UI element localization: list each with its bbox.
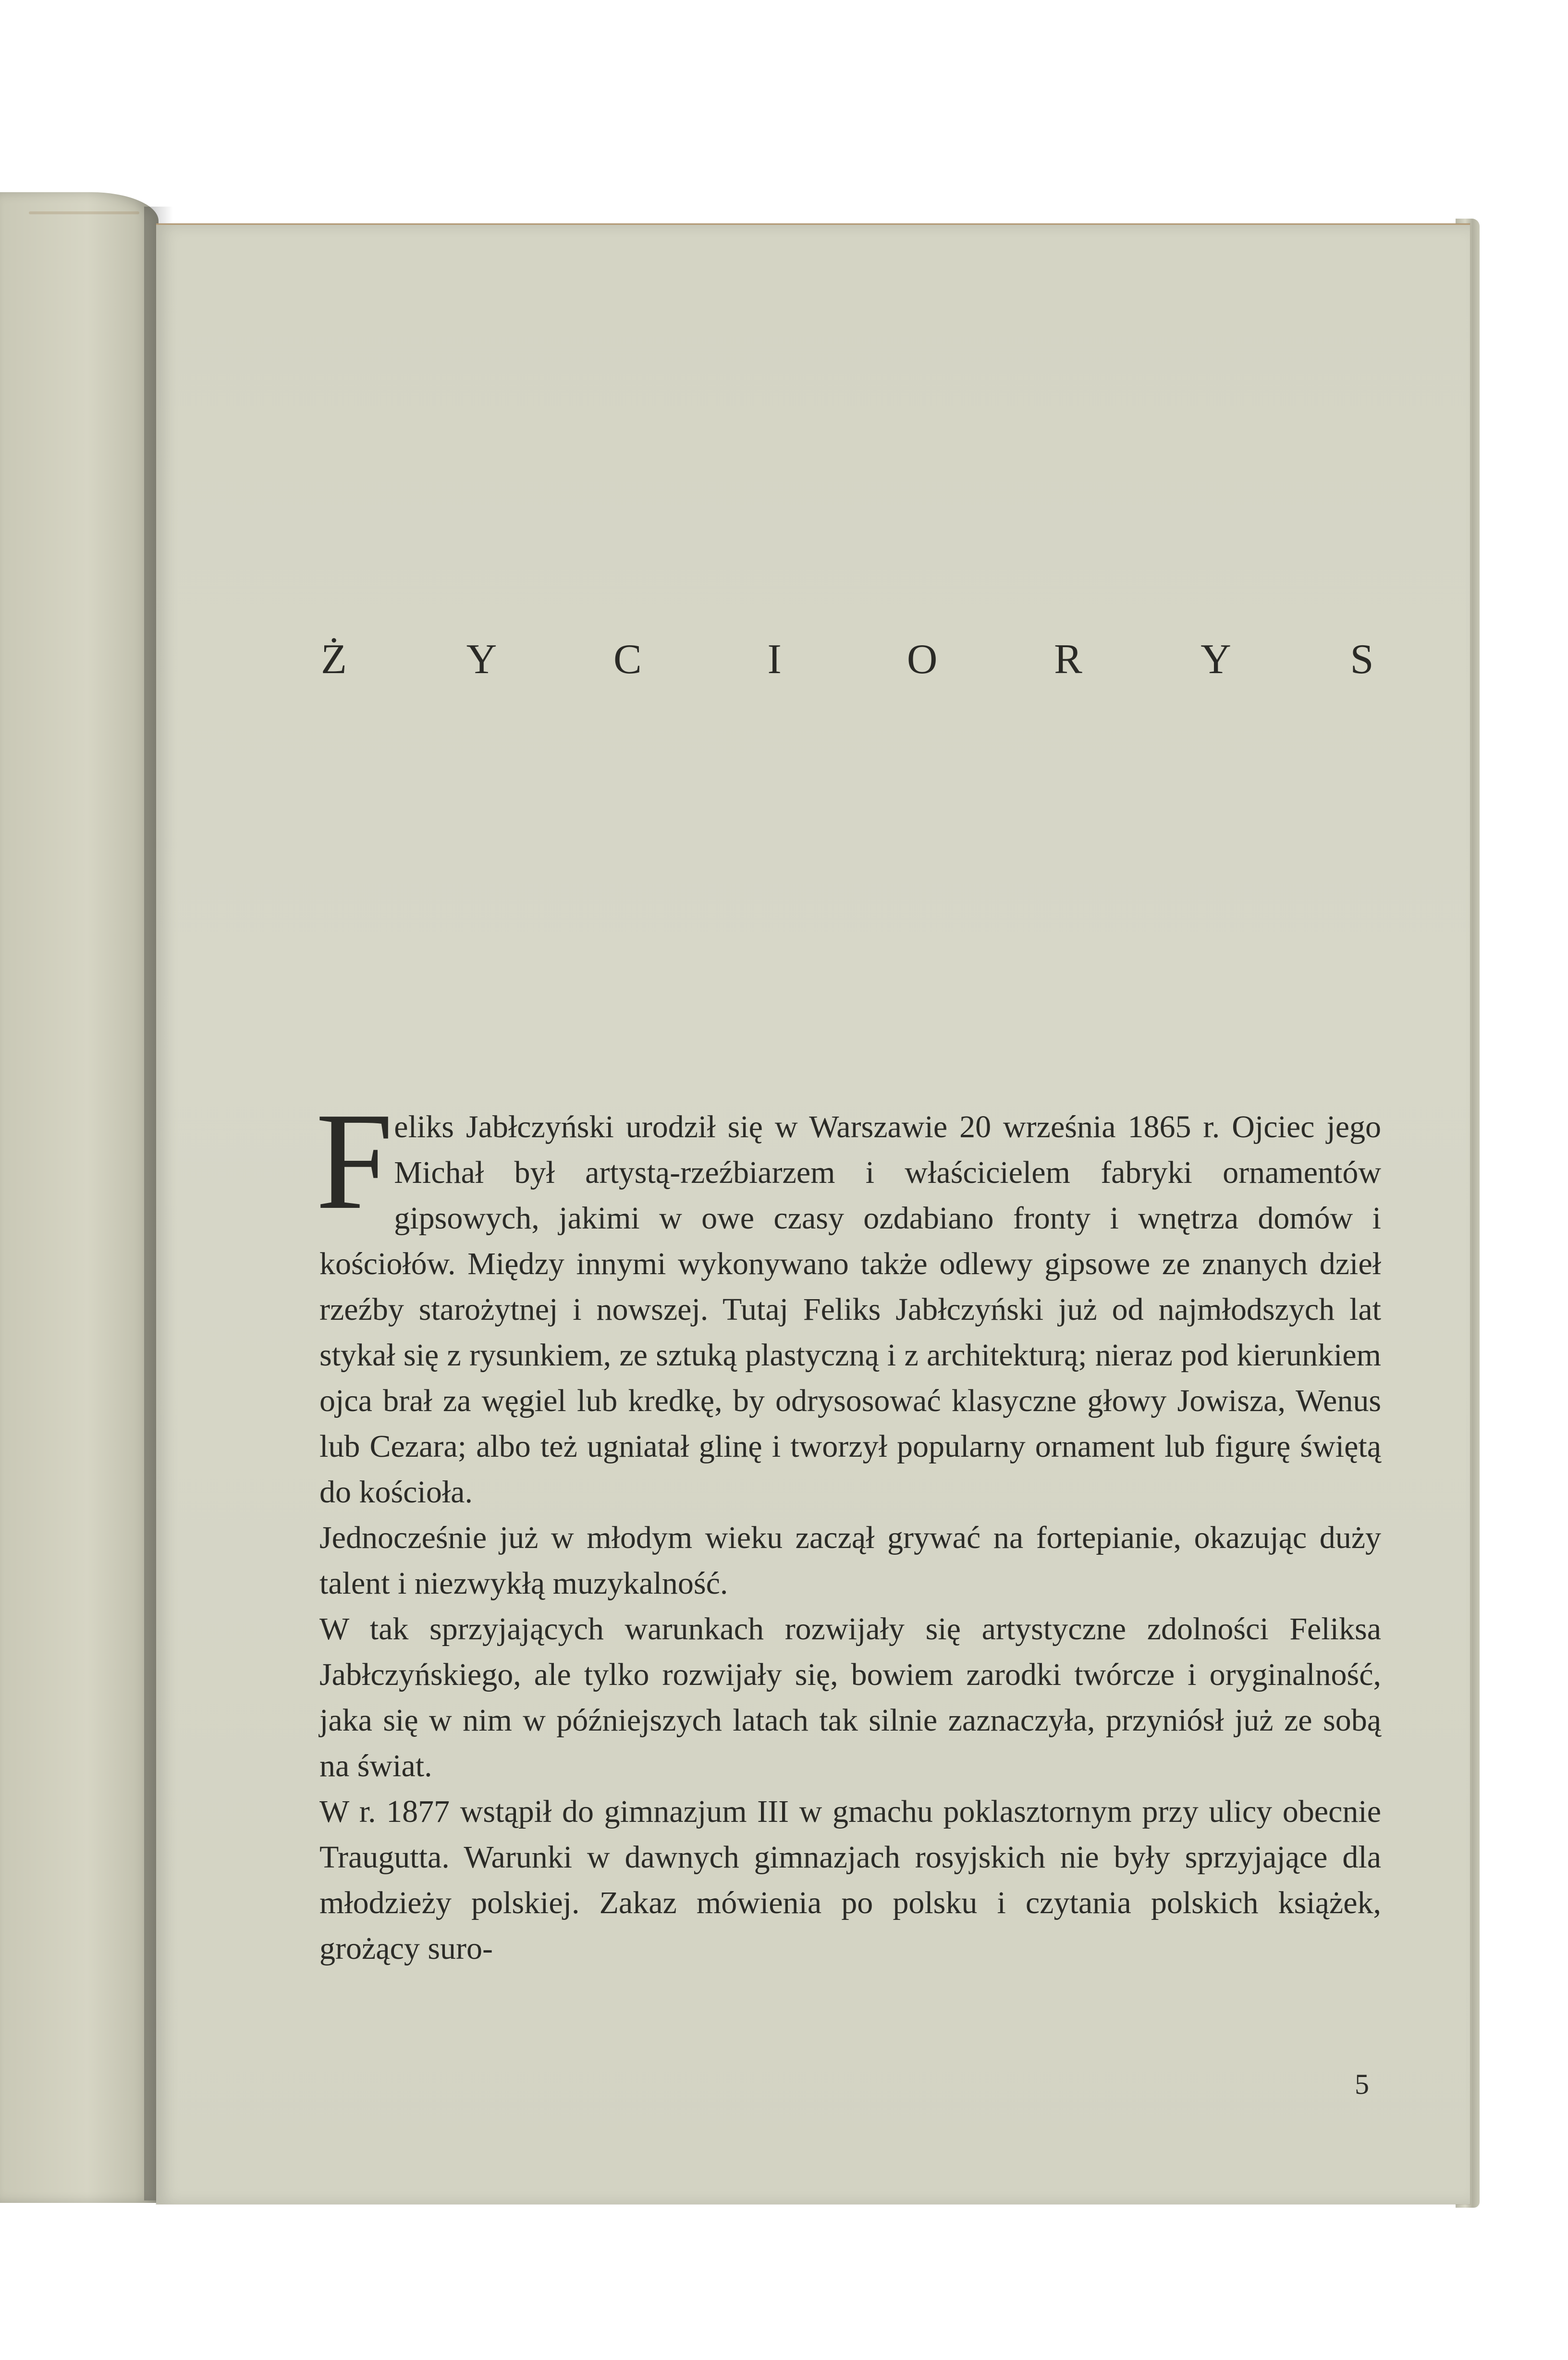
- left-facing-page: [0, 192, 159, 2203]
- title-letter: S: [1350, 636, 1374, 683]
- title-letter: Y: [1200, 636, 1231, 683]
- title-letter: C: [613, 636, 642, 683]
- drop-cap: F: [316, 1084, 393, 1238]
- paragraph-1: [316, 1084, 1381, 1515]
- title-letter: Y: [466, 636, 497, 683]
- paragraph-4: W r. 1877 wstąpił do gimnazjum III w gmachu poklasztornym przy ulicy obecnie Traugutta. Warunki w dawnych gimnazjach rosyjskich nie były sprzyjające dla młodzieży polskiej. Zakaz mówienia po polsku i czytania polskich książek, grożący suro-: [319, 1794, 1381, 1966]
- title-letter: O: [906, 636, 938, 683]
- title-letter: I: [767, 636, 782, 683]
- body-text: [316, 1084, 1381, 1971]
- title-letter: Ż: [321, 636, 347, 683]
- paragraph-3: W tak sprzyjających warunkach rozwijały się artystyczne zdolności Feliksa Jabłczyńskiego, ale tylko rozwijały się, bowiem zarodki twórcze i oryginalność, jaka się w nim w późniejszych latach tak silnie zaznaczyła, przyniósł już ze sobą na świat.: [319, 1611, 1381, 1783]
- paragraph-2: Jednocześnie już w młodym wieku zaczął grywać na fortepianie, okazując duży talent i niezwykłą muzykalność.: [319, 1520, 1381, 1601]
- page-title: [319, 631, 1376, 688]
- paragraph-text: eliks Jabłczyński urodził się w Warszawie 20 września 1865 r. Ojciec jego Michał był artystą-rzeźbiarzem i właścicielem fabryki ornamentów gipsowych, jakimi w owe czasy ozdabiano fronty i wnętrza domów i kościołów. Między innymi wykonywano także odlewy gipsowe ze znanych dzieł rzeźby starożytnej i nowszej. Tutaj Feliks Jabłczyński już od najmłodszych lat stykał się z rysunkiem, ze sztuką plastyczną i z architekturą; nieraz pod kierunkiem ojca brał za węgiel lub kredkę, by odrysosować klasyczne głowy Jowisza, Wenus lub Cezara; albo też ugniatał glinę i tworzył popularny ornament lub figurę świętą do kościoła.: [319, 1109, 1381, 1510]
- title-letter: R: [1054, 636, 1082, 683]
- page-number: 5: [1355, 2068, 1369, 2100]
- book-page: [156, 223, 1470, 2204]
